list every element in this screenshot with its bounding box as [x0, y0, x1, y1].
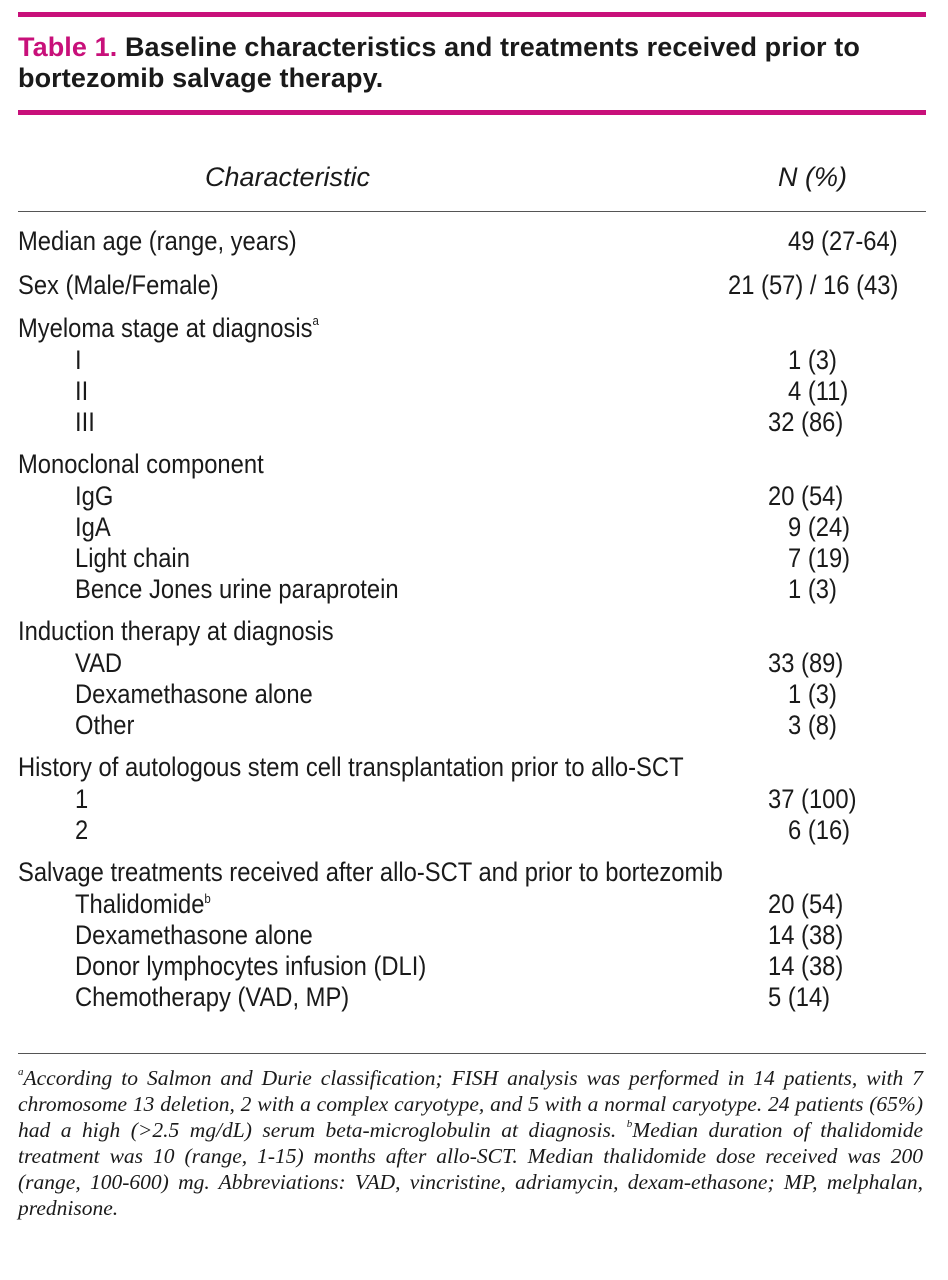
row-label: Myeloma stage at diagnosis$^a$	[18, 313, 319, 343]
row-label: Other	[75, 710, 135, 740]
row-label: II	[75, 376, 89, 406]
table-row	[18, 447, 926, 481]
footnote-marker: a	[312, 313, 319, 328]
row-label: Dexamethasone alone	[75, 920, 313, 950]
row-label: Monoclonal component	[18, 449, 264, 479]
table-row	[18, 648, 926, 679]
row-value: 37 (100)	[768, 784, 857, 814]
row-label: Sex (Male/Female)	[18, 270, 219, 300]
row-value: 3 (8)	[788, 710, 837, 740]
row-value: 4 (11)	[788, 376, 849, 406]
row-value: 20 (54)	[768, 481, 844, 511]
top-accent-rule	[18, 12, 926, 17]
table-row	[18, 679, 926, 710]
table-body	[18, 224, 926, 1013]
row-label: Dexamethasone alone	[75, 679, 313, 709]
table-row	[18, 376, 926, 407]
row-value: 14 (38)	[768, 951, 844, 981]
row-value: 14 (38)	[768, 920, 844, 950]
table-row	[18, 407, 926, 438]
table-row	[18, 543, 926, 574]
table-row	[18, 268, 926, 302]
row-value: 1 (3)	[788, 345, 837, 375]
row-label: Light chain	[75, 543, 190, 573]
row-value: 49 (27-64)	[788, 226, 898, 256]
row-value: 1 (3)	[788, 679, 837, 709]
table-row	[18, 512, 926, 543]
table-label: Table 1.	[18, 32, 118, 62]
table-title: Baseline characteristics and treatments received prior to bortezomib salvage therapy.	[18, 32, 860, 93]
table-row	[18, 750, 926, 784]
table-row	[18, 784, 926, 815]
table-row	[18, 574, 926, 605]
table-row	[18, 481, 926, 512]
row-label: 1	[75, 784, 89, 814]
footer-divider	[18, 1053, 926, 1054]
row-label: I	[75, 345, 82, 375]
row-value: 32 (86)	[768, 407, 844, 437]
row-value: 21 (57) / 16 (43)	[728, 270, 899, 300]
row-label: Induction therapy at diagnosis	[18, 616, 334, 646]
footnote-a-text: According to Salmon and Durie classification; FISH analysis was performed in 14 patients, with 7 chromosome 13 deletion, 2 with a complex caryotype, and 5 with a normal caryotype. 24 patients (65%) had a high (>2.5 mg/dL) serum beta-microglobulin at diagnosis.	[18, 1066, 923, 1142]
row-label: Chemotherapy (VAD, MP)	[75, 982, 350, 1012]
row-label: Salvage treatments received after allo-SCT and prior to bortezomib	[18, 857, 723, 887]
row-value: 7 (19)	[788, 543, 851, 573]
table-row	[18, 855, 926, 889]
table-row	[18, 614, 926, 648]
row-label: IgA	[75, 512, 111, 542]
table-row	[18, 982, 926, 1013]
table-row	[18, 710, 926, 741]
table-row	[18, 889, 926, 920]
column-header-n-percent: N (%)	[778, 162, 847, 192]
table-row	[18, 920, 926, 951]
footnote-b-text: Median duration of thalidomide treatment was 10 (range, 1-15) months after allo-SCT. Median thalidomide dose received was 200 (range, 100-600) mg. Abbreviations: VAD, vincristine, adriamycin, dexam-ethasone; MP, melphalan, prednisone.	[18, 1118, 923, 1220]
row-value: 9 (24)	[788, 512, 851, 542]
row-label: III	[75, 407, 95, 437]
row-value: 20 (54)	[768, 889, 844, 919]
row-label: IgG	[75, 481, 114, 511]
row-value: 33 (89)	[768, 648, 844, 678]
table-caption	[18, 32, 928, 94]
row-value: 5 (14)	[768, 982, 831, 1012]
table-row	[18, 345, 926, 376]
header-divider	[18, 211, 926, 212]
table-row	[18, 224, 926, 258]
caption-accent-rule	[18, 110, 926, 115]
table-row	[18, 815, 926, 846]
row-label: Median age (range, years)	[18, 226, 297, 256]
row-value: 1 (3)	[788, 574, 837, 604]
row-label: VAD	[75, 648, 123, 678]
footnote-marker: b	[204, 891, 211, 906]
row-label: 2	[75, 815, 89, 845]
column-header-characteristic: Characteristic	[205, 162, 371, 192]
row-label: Thalidomide$^b$	[75, 889, 211, 919]
table-footnotes	[18, 1065, 923, 1221]
footnote-marker-a: a	[18, 1066, 24, 1078]
table-row	[18, 311, 926, 345]
table-row	[18, 951, 926, 982]
row-label: History of autologous stem cell transplantation prior to allo-SCT	[18, 752, 684, 782]
row-value: 6 (16)	[788, 815, 851, 845]
footnote-marker-b: b	[626, 1118, 633, 1130]
row-label: Donor lymphocytes infusion (DLI)	[75, 951, 427, 981]
row-label: Bence Jones urine paraprotein	[75, 574, 399, 604]
